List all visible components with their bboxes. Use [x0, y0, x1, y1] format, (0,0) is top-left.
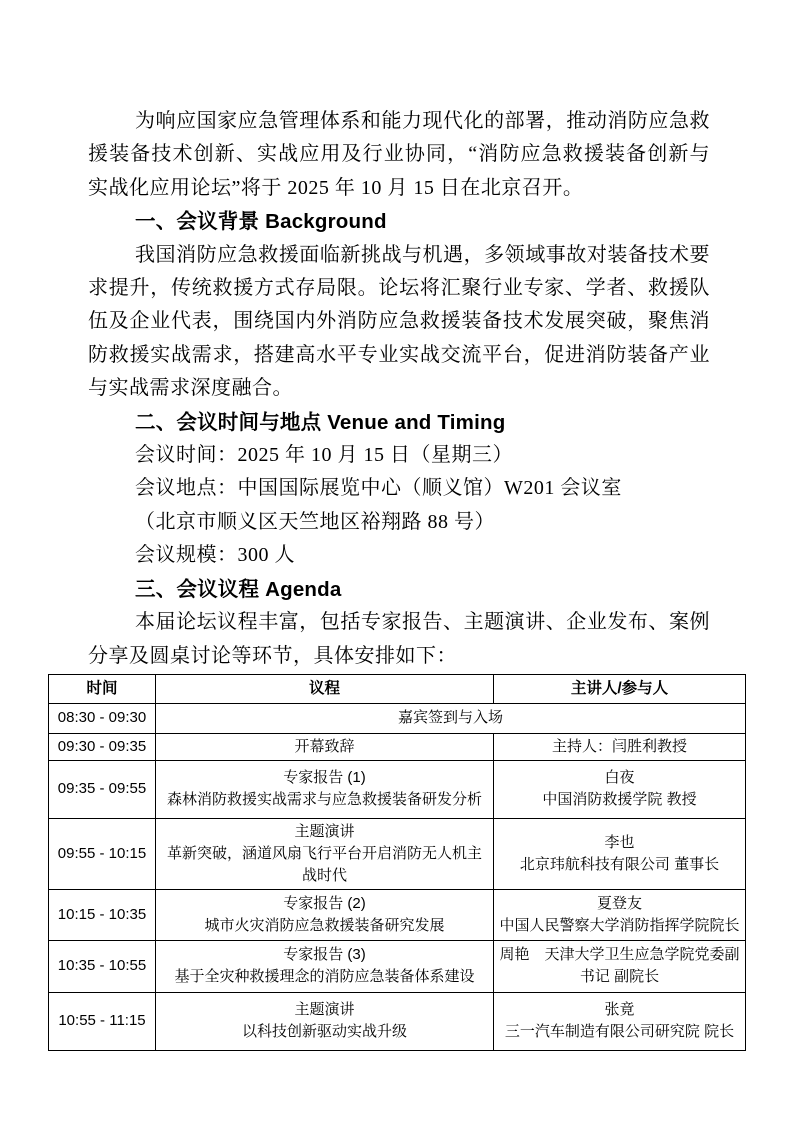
meeting-venue-line: 会议地点：中国国际展览中心（顺义馆）W201 会议室	[135, 477, 622, 500]
agenda-subtitle: 森林消防救援实战需求与应急救援装备研发分析	[166, 791, 482, 809]
section-venue-heading: 二、会议时间与地点 Venue and Timing	[135, 410, 506, 434]
agenda-title: 主题演讲	[294, 1001, 355, 1019]
meeting-address-line: （北京市顺义区天竺地区裕翔路 88 号）	[135, 510, 495, 533]
col-header-agenda: 议程	[156, 674, 494, 703]
speaker-cell	[494, 818, 746, 889]
intro-paragraph: 为响应国家应急管理体系和能力现代化的部署，推动消防应急救援装备技术创新、实战应用及行业协同，“消防应急救援装备创新与实战化应用论坛”将于 2025 年 10 月 15 日在北京召开。	[88, 110, 710, 199]
agenda-table	[48, 674, 746, 1051]
col-header-time: 时间	[49, 674, 156, 703]
speaker-affiliation: 三一汽车制造有限公司研究院 院长	[504, 1023, 735, 1041]
time-cell: 10:35 - 10:55	[49, 940, 156, 992]
agenda-subtitle: 革新突破，涵道风扇飞行平台开启消防无人机主战时代	[166, 844, 482, 884]
table-header-row	[49, 674, 746, 703]
agenda-subtitle: 城市火灾消防应急救援装备研究发展	[204, 916, 445, 934]
speaker-cell: 主持人：闫胜利教授	[494, 733, 746, 760]
speaker-cell	[494, 889, 746, 940]
section-agenda-intro: 本届论坛议程丰富，包括专家报告、主题演讲、企业发布、案例分享及圆桌讨论等环节，具体安排如下：	[88, 611, 710, 667]
meeting-time-line: 会议时间：2025 年 10 月 15 日（星期三）	[135, 444, 513, 467]
table-row	[49, 992, 746, 1050]
time-cell: 09:55 - 10:15	[49, 818, 156, 889]
section-background-heading: 一、会议背景 Background	[135, 210, 387, 234]
agenda-title: 专家报告 (3)	[283, 946, 366, 964]
agenda-cell: 开幕致辞	[156, 733, 494, 760]
speaker-affiliation: 中国消防救援学院 教授	[542, 791, 697, 809]
agenda-subtitle: 以科技创新驱动实战升级	[241, 1023, 407, 1041]
section-agenda-heading: 三、会议议程 Agenda	[135, 577, 342, 601]
section-background-body: 我国消防应急救援面临新挑战与机遇，多领域事故对装备技术要求提升，传统救援方式存局限。论坛将汇聚行业专家、学者、救援队伍及企业代表，围绕国内外消防应急救援装备技术发展突破，聚焦消防救援实战需求，搭建高水平专业实战交流平台，促进消防装备产业与实战需求深度融合。	[88, 243, 710, 400]
agenda-cell	[156, 818, 494, 889]
speaker-affiliation: 北京玮航科技有限公司 董事长	[519, 855, 720, 873]
agenda-title: 专家报告 (2)	[283, 894, 366, 912]
agenda-cell: 嘉宾签到与入场	[156, 703, 746, 733]
col-header-speaker: 主讲人/参与人	[494, 674, 746, 703]
speaker-cell	[494, 992, 746, 1050]
speaker-name: 张竟	[604, 1001, 635, 1019]
table-row	[49, 940, 746, 992]
speaker-name: 白夜	[604, 769, 635, 787]
speaker-name-affiliation: 周艳 天津大学卫生应急学院党委副书记 副院长	[499, 946, 740, 986]
speaker-name: 李也	[604, 833, 635, 851]
agenda-cell	[156, 940, 494, 992]
agenda-title: 主题演讲	[294, 822, 355, 840]
table-row	[49, 818, 746, 889]
speaker-name: 夏登友	[596, 894, 642, 912]
table-row	[49, 889, 746, 940]
table-row	[49, 760, 746, 818]
speaker-cell	[494, 760, 746, 818]
agenda-cell	[156, 889, 494, 940]
time-cell: 10:15 - 10:35	[49, 889, 156, 940]
agenda-cell	[156, 992, 494, 1050]
time-cell: 10:55 - 11:15	[49, 992, 156, 1050]
time-cell: 09:30 - 09:35	[49, 733, 156, 760]
meeting-scale-line: 会议规模：300 人	[135, 544, 295, 567]
time-cell: 08:30 - 09:30	[49, 703, 156, 733]
agenda-cell	[156, 760, 494, 818]
time-cell: 09:35 - 09:55	[49, 760, 156, 818]
speaker-cell	[494, 940, 746, 992]
agenda-title: 专家报告 (1)	[283, 769, 366, 787]
agenda-subtitle: 基于全灾种救援理念的消防应急装备体系建设	[174, 968, 475, 986]
speaker-affiliation: 中国人民警察大学消防指挥学院院长	[499, 916, 740, 934]
table-row	[49, 703, 746, 733]
table-row	[49, 733, 746, 760]
